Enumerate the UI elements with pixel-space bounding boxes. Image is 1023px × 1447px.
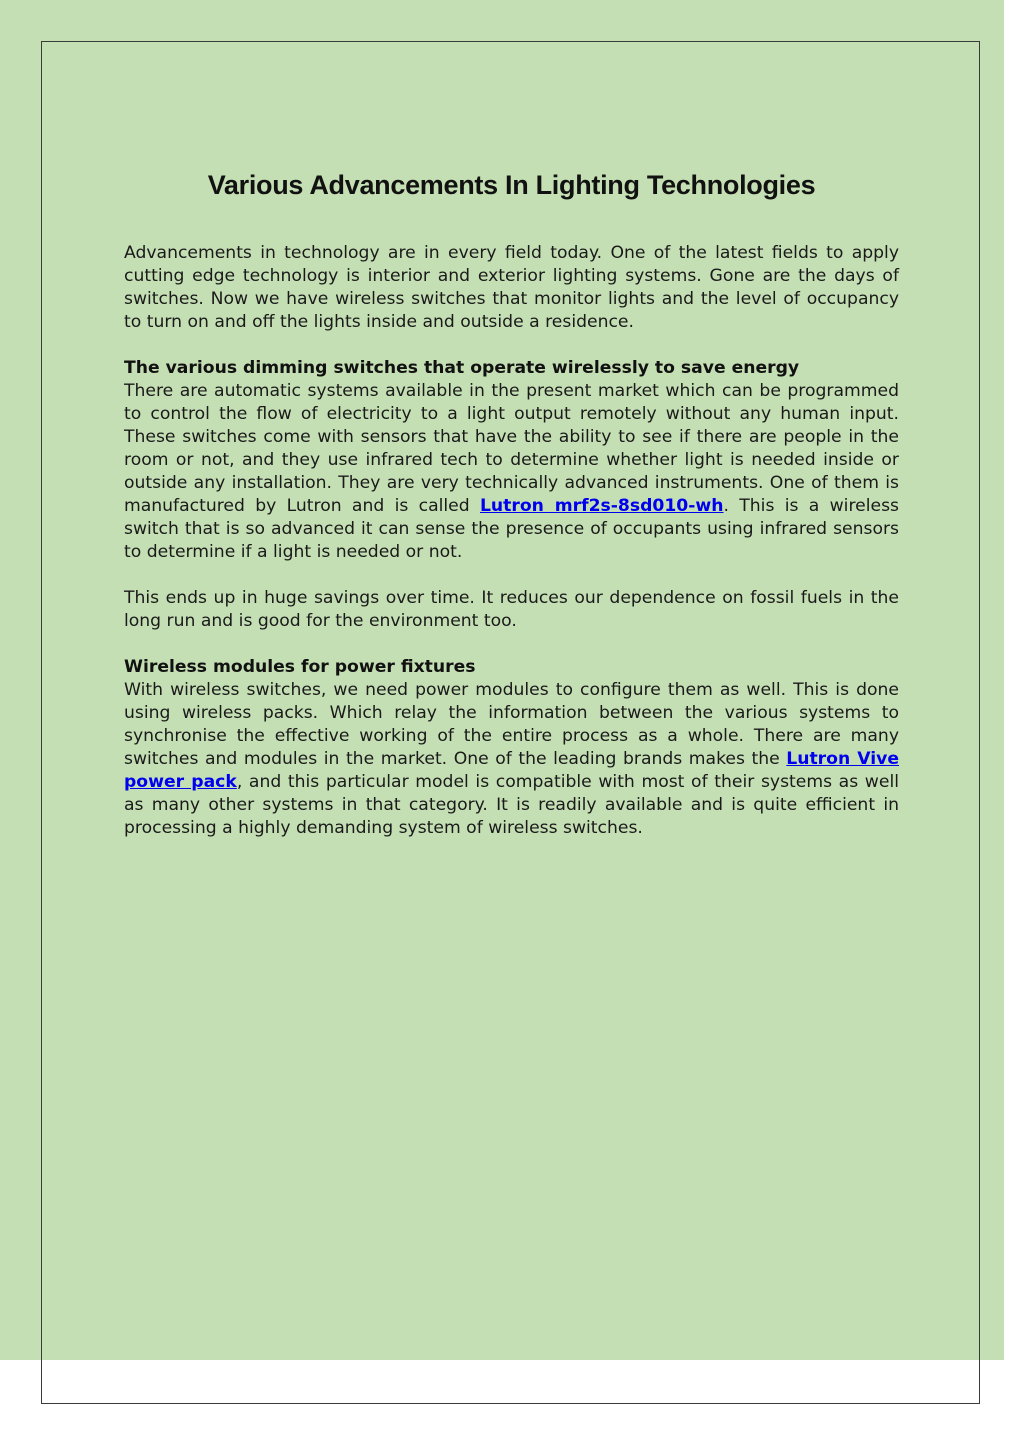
paragraph-text: With wireless switches, we need power modules to configure them as well. This is done using wireless packs. Which relay the information between the various systems to synchronise the effective working of the entire process as a whole. There are many switches and modules in the market. One of the leading brands makes the [124, 680, 899, 769]
section-heading-wireless-modules: Wireless modules for power fixtures [124, 657, 476, 677]
section-paragraph-dimming-switches [124, 380, 899, 564]
intro-paragraph: Advancements in technology are in every field today. One of the latest fields to apply cutting edge technology is interior and exterior lighting systems. Gone are the days of switches. Now we have wireless switches that monitor lights and the level of occupancy to turn on and off the lights inside and outside a residence. [124, 243, 899, 332]
lutron-mrf2s-link[interactable]: Lutron mrf2s-8sd010-wh [479, 496, 724, 516]
paragraph-text: There are automatic systems available in the present market which can be programmed to control the flow of electricity to a light output remotely without any human input. These switches come with sensors that have the ability to see if there are people in the room or not, and they use infrared tech to determine whether light is needed inside or outside any installation. They are very technically advanced instruments. One of them is manufactured by Lutron and is called [124, 381, 899, 516]
section-paragraph-wireless-modules [124, 679, 899, 840]
lutron-vive-power-pack-link[interactable]: Lutron Vive power pack [124, 749, 899, 792]
savings-paragraph: This ends up in huge savings over time. It reduces our dependence on fossil fuels in the long run and is good for the environment too. [124, 588, 899, 631]
paragraph-text: . This is a wireless switch that is so advanced it can sense the presence of occupants using infrared sensors to determine if a light is needed or not. [124, 496, 899, 562]
section-heading-dimming-switches: The various dimming switches that operate wirelessly to save energy [124, 358, 800, 378]
article [124, 160, 899, 863]
page-title: Various Advancements In Lighting Technologies [207, 170, 816, 200]
paragraph-text: , and this particular model is compatible with most of their systems as well as many other systems in that category. It is readily available and is quite efficient in processing a highly demanding system of wireless switches. [124, 772, 899, 838]
